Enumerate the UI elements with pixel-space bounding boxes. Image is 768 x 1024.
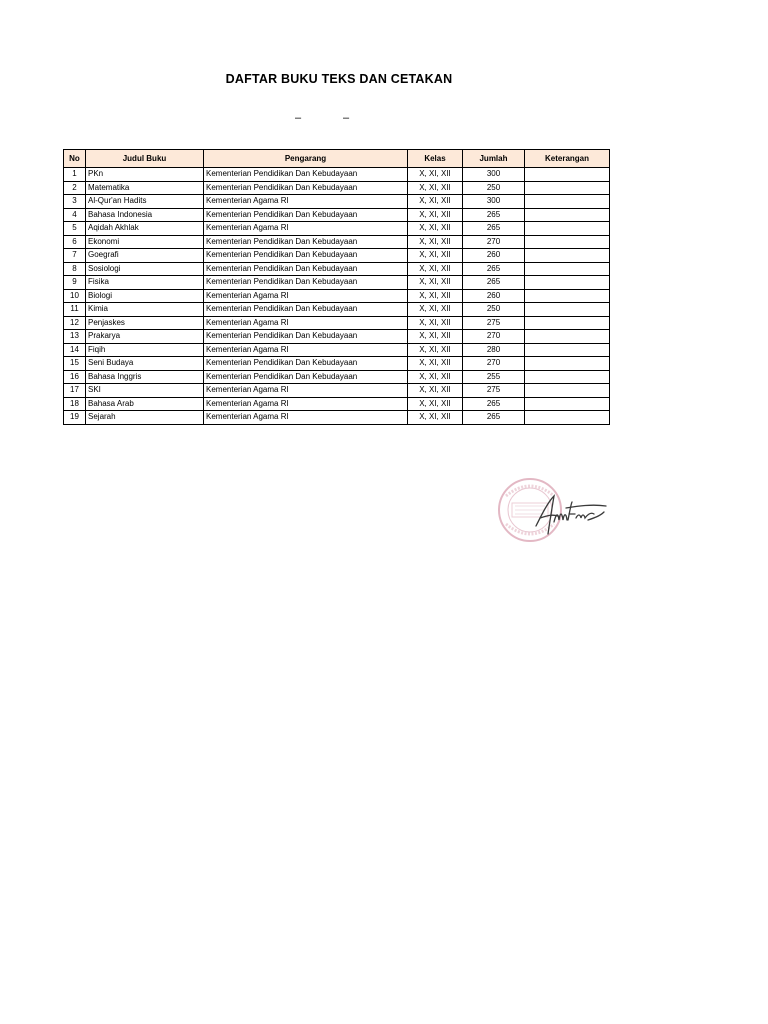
- document-title: DAFTAR BUKU TEKS DAN CETAKAN: [225, 72, 453, 86]
- cell-jumlah: 300: [463, 168, 525, 182]
- cell-judul-buku: Al-Qur'an Hadits: [86, 195, 204, 209]
- cell-kelas: X, XI, XII: [408, 222, 463, 236]
- cell-no: 4: [64, 208, 86, 222]
- cell-judul-buku: Goegrafi: [86, 249, 204, 263]
- header-kelas: Kelas: [408, 150, 463, 168]
- cell-judul-buku: Matematika: [86, 181, 204, 195]
- cell-pengarang: Kementerian Agama RI: [204, 384, 408, 398]
- cell-judul-buku: Sejarah: [86, 411, 204, 425]
- book-table: [63, 149, 610, 425]
- cell-kelas: X, XI, XII: [408, 397, 463, 411]
- table-row: [64, 330, 610, 344]
- header-jumlah: Jumlah: [463, 150, 525, 168]
- cell-kelas: X, XI, XII: [408, 262, 463, 276]
- cell-pengarang: Kementerian Agama RI: [204, 397, 408, 411]
- table-row: [64, 195, 610, 209]
- cell-no: 8: [64, 262, 86, 276]
- cell-keterangan: [525, 303, 610, 317]
- header-no: No: [64, 150, 86, 168]
- table-header-row: [64, 150, 610, 168]
- cell-judul-buku: Bahasa Indonesia: [86, 208, 204, 222]
- table-row: [64, 168, 610, 182]
- table-row: [64, 303, 610, 317]
- cell-jumlah: 265: [463, 262, 525, 276]
- cell-pengarang: Kementerian Agama RI: [204, 195, 408, 209]
- cell-pengarang: Kementerian Pendidikan Dan Kebudayaan: [204, 370, 408, 384]
- cell-judul-buku: Ekonomi: [86, 235, 204, 249]
- cell-no: 2: [64, 181, 86, 195]
- cell-kelas: X, XI, XII: [408, 276, 463, 290]
- cell-pengarang: Kementerian Pendidikan Dan Kebudayaan: [204, 249, 408, 263]
- cell-keterangan: [525, 195, 610, 209]
- cell-kelas: X, XI, XII: [408, 303, 463, 317]
- cell-judul-buku: Bahasa Inggris: [86, 370, 204, 384]
- table-row: [64, 235, 610, 249]
- table-row: [64, 222, 610, 236]
- cell-no: 9: [64, 276, 86, 290]
- cell-kelas: X, XI, XII: [408, 316, 463, 330]
- cell-jumlah: 280: [463, 343, 525, 357]
- cell-keterangan: [525, 370, 610, 384]
- cell-judul-buku: Bahasa Arab: [86, 397, 204, 411]
- cell-keterangan: [525, 235, 610, 249]
- subtitle-mark-left: –: [295, 112, 302, 124]
- cell-keterangan: [525, 168, 610, 182]
- table-row: [64, 370, 610, 384]
- cell-kelas: X, XI, XII: [408, 181, 463, 195]
- cell-judul-buku: Biologi: [86, 289, 204, 303]
- cell-keterangan: [525, 249, 610, 263]
- official-stamp-and-signature: [496, 474, 608, 546]
- cell-no: 15: [64, 357, 86, 371]
- cell-judul-buku: Fisika: [86, 276, 204, 290]
- cell-kelas: X, XI, XII: [408, 249, 463, 263]
- cell-judul-buku: Sosiologi: [86, 262, 204, 276]
- cell-judul-buku: PKn: [86, 168, 204, 182]
- table-row: [64, 411, 610, 425]
- cell-jumlah: 265: [463, 222, 525, 236]
- cell-kelas: X, XI, XII: [408, 195, 463, 209]
- cell-jumlah: 265: [463, 208, 525, 222]
- cell-jumlah: 265: [463, 276, 525, 290]
- cell-pengarang: Kementerian Agama RI: [204, 222, 408, 236]
- table-row: [64, 249, 610, 263]
- cell-pengarang: Kementerian Pendidikan Dan Kebudayaan: [204, 262, 408, 276]
- cell-keterangan: [525, 357, 610, 371]
- cell-keterangan: [525, 181, 610, 195]
- cell-pengarang: Kementerian Pendidikan Dan Kebudayaan: [204, 276, 408, 290]
- cell-kelas: X, XI, XII: [408, 411, 463, 425]
- cell-no: 12: [64, 316, 86, 330]
- cell-no: 5: [64, 222, 86, 236]
- signature-icon: [536, 496, 606, 534]
- cell-keterangan: [525, 384, 610, 398]
- header-judul-buku: Judul Buku: [86, 150, 204, 168]
- cell-no: 10: [64, 289, 86, 303]
- cell-jumlah: 270: [463, 235, 525, 249]
- cell-pengarang: Kementerian Pendidikan Dan Kebudayaan: [204, 181, 408, 195]
- cell-no: 1: [64, 168, 86, 182]
- cell-jumlah: 275: [463, 384, 525, 398]
- table-row: [64, 289, 610, 303]
- cell-jumlah: 250: [463, 181, 525, 195]
- cell-no: 11: [64, 303, 86, 317]
- cell-judul-buku: Aqidah Akhlak: [86, 222, 204, 236]
- cell-keterangan: [525, 289, 610, 303]
- cell-kelas: X, XI, XII: [408, 235, 463, 249]
- cell-jumlah: 275: [463, 316, 525, 330]
- cell-pengarang: Kementerian Pendidikan Dan Kebudayaan: [204, 330, 408, 344]
- cell-kelas: X, XI, XII: [408, 168, 463, 182]
- cell-no: 16: [64, 370, 86, 384]
- cell-judul-buku: Fiqih: [86, 343, 204, 357]
- cell-pengarang: Kementerian Agama RI: [204, 289, 408, 303]
- cell-kelas: X, XI, XII: [408, 289, 463, 303]
- cell-pengarang: Kementerian Pendidikan Dan Kebudayaan: [204, 208, 408, 222]
- table-row: [64, 357, 610, 371]
- cell-jumlah: 300: [463, 195, 525, 209]
- cell-kelas: X, XI, XII: [408, 330, 463, 344]
- cell-pengarang: Kementerian Agama RI: [204, 411, 408, 425]
- cell-jumlah: 260: [463, 249, 525, 263]
- table-row: [64, 208, 610, 222]
- cell-keterangan: [525, 397, 610, 411]
- table-row: [64, 276, 610, 290]
- header-keterangan: Keterangan: [525, 150, 610, 168]
- cell-jumlah: 270: [463, 330, 525, 344]
- cell-pengarang: Kementerian Agama RI: [204, 316, 408, 330]
- cell-no: 19: [64, 411, 86, 425]
- cell-keterangan: [525, 208, 610, 222]
- cell-judul-buku: Seni Budaya: [86, 357, 204, 371]
- cell-pengarang: Kementerian Pendidikan Dan Kebudayaan: [204, 235, 408, 249]
- cell-no: 17: [64, 384, 86, 398]
- cell-jumlah: 265: [463, 411, 525, 425]
- cell-no: 3: [64, 195, 86, 209]
- table-row: [64, 343, 610, 357]
- cell-judul-buku: SKI: [86, 384, 204, 398]
- table-row: [64, 384, 610, 398]
- cell-no: 14: [64, 343, 86, 357]
- cell-keterangan: [525, 262, 610, 276]
- cell-jumlah: 255: [463, 370, 525, 384]
- header-pengarang: Pengarang: [204, 150, 408, 168]
- cell-keterangan: [525, 343, 610, 357]
- cell-keterangan: [525, 411, 610, 425]
- cell-judul-buku: Kimia: [86, 303, 204, 317]
- cell-pengarang: Kementerian Agama RI: [204, 343, 408, 357]
- cell-no: 6: [64, 235, 86, 249]
- cell-keterangan: [525, 316, 610, 330]
- cell-kelas: X, XI, XII: [408, 208, 463, 222]
- table-row: [64, 181, 610, 195]
- cell-keterangan: [525, 276, 610, 290]
- cell-kelas: X, XI, XII: [408, 370, 463, 384]
- cell-pengarang: Kementerian Pendidikan Dan Kebudayaan: [204, 168, 408, 182]
- cell-no: 13: [64, 330, 86, 344]
- table-row: [64, 397, 610, 411]
- table-row: [64, 262, 610, 276]
- cell-pengarang: Kementerian Pendidikan Dan Kebudayaan: [204, 303, 408, 317]
- cell-kelas: X, XI, XII: [408, 343, 463, 357]
- cell-jumlah: 250: [463, 303, 525, 317]
- table-body: [64, 168, 610, 425]
- cell-no: 7: [64, 249, 86, 263]
- cell-kelas: X, XI, XII: [408, 357, 463, 371]
- stamp-signature-image: [496, 474, 608, 546]
- cell-kelas: X, XI, XII: [408, 384, 463, 398]
- table-row: [64, 316, 610, 330]
- cell-keterangan: [525, 330, 610, 344]
- cell-judul-buku: Penjaskes: [86, 316, 204, 330]
- cell-jumlah: 260: [463, 289, 525, 303]
- cell-pengarang: Kementerian Pendidikan Dan Kebudayaan: [204, 357, 408, 371]
- cell-judul-buku: Prakarya: [86, 330, 204, 344]
- cell-no: 18: [64, 397, 86, 411]
- cell-keterangan: [525, 222, 610, 236]
- subtitle-mark-right: –: [343, 112, 350, 124]
- cell-jumlah: 265: [463, 397, 525, 411]
- cell-jumlah: 270: [463, 357, 525, 371]
